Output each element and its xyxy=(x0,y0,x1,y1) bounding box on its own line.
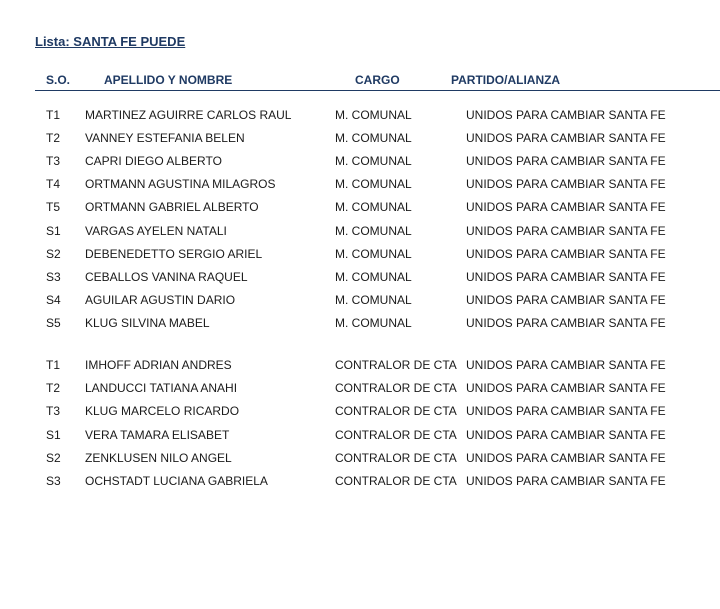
table-row xyxy=(0,451,720,469)
cell-partido: UNIDOS PARA CAMBIAR SANTA FE xyxy=(466,292,666,307)
cell-name: ORTMANN AGUSTINA MILAGROS xyxy=(85,177,276,192)
cell-partido: UNIDOS PARA CAMBIAR SANTA FE xyxy=(466,474,666,488)
table-row xyxy=(0,108,720,126)
header-name: APELLIDO Y NOMBRE xyxy=(104,73,233,87)
table-row xyxy=(0,428,720,446)
cell-so: T3 xyxy=(46,154,61,169)
cell-name: CEBALLOS VANINA RAQUEL xyxy=(85,269,248,284)
cell-so: T4 xyxy=(46,177,61,192)
cell-partido: UNIDOS PARA CAMBIAR SANTA FE xyxy=(466,381,666,396)
header-divider xyxy=(35,90,720,91)
cell-name: DEBENEDETTO SERGIO ARIEL xyxy=(85,246,263,261)
cell-cargo: M. COMUNAL xyxy=(335,315,412,330)
cell-so: S4 xyxy=(46,292,61,307)
table-row xyxy=(0,177,720,195)
cell-cargo: M. COMUNAL xyxy=(335,154,412,169)
cell-cargo: M. COMUNAL xyxy=(335,108,412,122)
cell-partido: UNIDOS PARA CAMBIAR SANTA FE xyxy=(466,108,666,122)
cell-name: ORTMANN GABRIEL ALBERTO xyxy=(85,200,259,215)
cell-cargo: M. COMUNAL xyxy=(335,223,412,238)
cell-partido: UNIDOS PARA CAMBIAR SANTA FE xyxy=(466,358,666,372)
cell-cargo: M. COMUNAL xyxy=(335,177,412,192)
cell-so: T3 xyxy=(46,404,61,419)
cell-cargo: CONTRALOR DE CTA xyxy=(335,381,457,396)
header-cargo: CARGO xyxy=(355,73,400,87)
cell-name: IMHOFF ADRIAN ANDRES xyxy=(85,358,232,372)
cell-name: MARTINEZ AGUIRRE CARLOS RAUL xyxy=(85,108,292,122)
table-row xyxy=(0,358,720,376)
cell-so: T5 xyxy=(46,200,61,215)
cell-partido: UNIDOS PARA CAMBIAR SANTA FE xyxy=(466,404,666,419)
cell-so: S1 xyxy=(46,427,61,442)
cell-partido: UNIDOS PARA CAMBIAR SANTA FE xyxy=(466,223,666,238)
cell-cargo: M. COMUNAL xyxy=(335,200,412,215)
cell-so: S1 xyxy=(46,223,61,238)
table-row xyxy=(0,131,720,149)
table-row xyxy=(0,224,720,242)
cell-partido: UNIDOS PARA CAMBIAR SANTA FE xyxy=(466,269,666,284)
cell-so: S3 xyxy=(46,474,61,488)
cell-cargo: CONTRALOR DE CTA xyxy=(335,450,457,465)
cell-partido: UNIDOS PARA CAMBIAR SANTA FE xyxy=(466,315,666,330)
cell-cargo: CONTRALOR DE CTA xyxy=(335,474,457,488)
list-title: Lista: SANTA FE PUEDE xyxy=(35,34,186,49)
cell-partido: UNIDOS PARA CAMBIAR SANTA FE xyxy=(466,427,666,442)
cell-name: VERA TAMARA ELISABET xyxy=(85,427,230,442)
cell-name: LANDUCCI TATIANA ANAHI xyxy=(85,381,238,396)
cell-so: T2 xyxy=(46,381,61,396)
cell-cargo: M. COMUNAL xyxy=(335,131,412,146)
cell-so: S2 xyxy=(46,450,61,465)
cell-so: T1 xyxy=(46,358,61,372)
header-partido: PARTIDO/ALIANZA xyxy=(451,73,561,87)
cell-so: S3 xyxy=(46,269,61,284)
cell-partido: UNIDOS PARA CAMBIAR SANTA FE xyxy=(466,246,666,261)
cell-cargo: CONTRALOR DE CTA xyxy=(335,404,457,419)
cell-so: T1 xyxy=(46,108,61,122)
cell-partido: UNIDOS PARA CAMBIAR SANTA FE xyxy=(466,177,666,192)
cut-off-row xyxy=(0,0,720,3)
header-so: S.O. xyxy=(46,73,71,87)
cell-partido: UNIDOS PARA CAMBIAR SANTA FE xyxy=(466,154,666,169)
cell-partido: UNIDOS PARA CAMBIAR SANTA FE xyxy=(466,131,666,146)
table-row xyxy=(0,247,720,265)
cell-name: CAPRI DIEGO ALBERTO xyxy=(85,154,222,169)
table-header xyxy=(0,73,720,89)
cell-name: VARGAS AYELEN NATALI xyxy=(85,223,227,238)
cell-name: KLUG MARCELO RICARDO xyxy=(85,404,240,419)
table-row xyxy=(0,381,720,399)
cell-cargo: M. COMUNAL xyxy=(335,292,412,307)
table-row xyxy=(0,316,720,334)
table-row xyxy=(0,293,720,311)
cell-cargo: CONTRALOR DE CTA xyxy=(335,427,457,442)
cell-name: VANNEY ESTEFANIA BELEN xyxy=(85,131,245,146)
cell-so: S5 xyxy=(46,315,61,330)
cell-name: AGUILAR AGUSTIN DARIO xyxy=(85,292,236,307)
cell-cargo: M. COMUNAL xyxy=(335,269,412,284)
table-row xyxy=(0,270,720,288)
cell-so: T2 xyxy=(46,131,61,146)
cell-cargo: M. COMUNAL xyxy=(335,246,412,261)
table-row xyxy=(0,200,720,218)
table-row xyxy=(0,404,720,422)
cell-name: ZENKLUSEN NILO ANGEL xyxy=(85,450,232,465)
cell-partido: UNIDOS PARA CAMBIAR SANTA FE xyxy=(466,200,666,215)
cell-name: OCHSTADT LUCIANA GABRIELA xyxy=(85,474,268,488)
cell-partido: UNIDOS PARA CAMBIAR SANTA FE xyxy=(466,450,666,465)
cell-so: S2 xyxy=(46,246,61,261)
cell-name: KLUG SILVINA MABEL xyxy=(85,315,210,330)
cell-cargo: CONTRALOR DE CTA xyxy=(335,358,457,372)
table-row xyxy=(0,474,720,492)
table-row xyxy=(0,154,720,172)
